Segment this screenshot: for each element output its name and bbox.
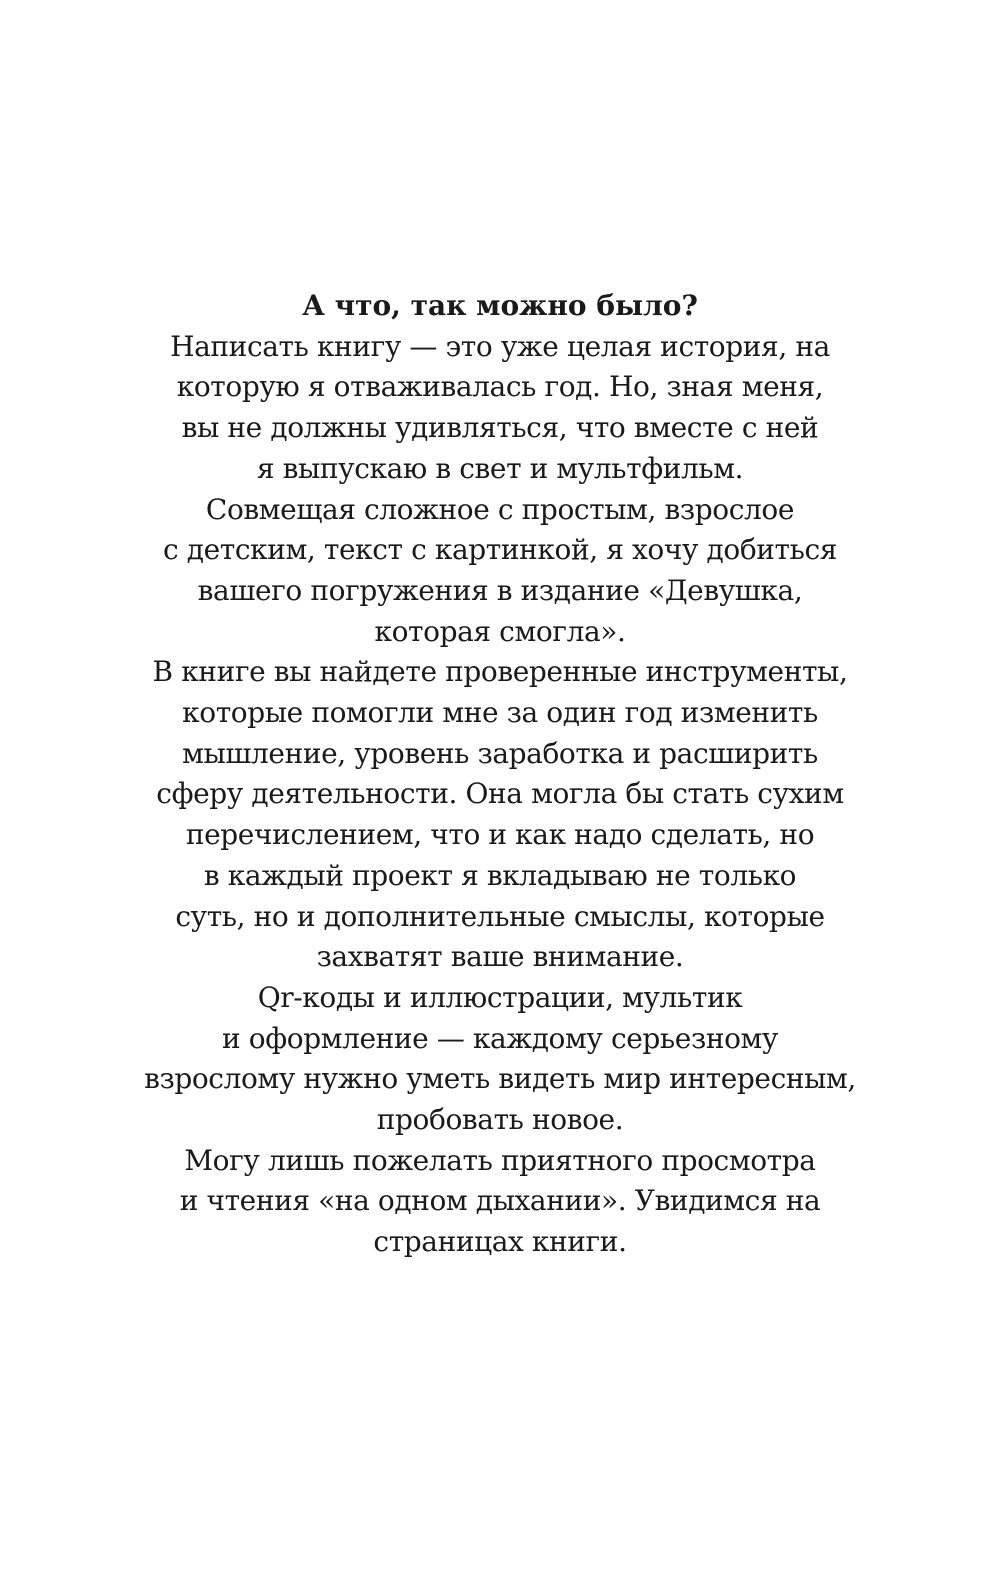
text-line: Написать книгу — это уже целая история, на [170,329,830,363]
text-line: я выпускаю в свет и мультфильм. [256,451,744,485]
text-line: Qr-коды и иллюстрации, мультик [257,980,743,1014]
text-line: мышление, уровень заработка и расширить [182,736,818,770]
text-line: вы не должны удивляться, что вместе с ней [181,411,819,445]
text-line: вашего погружения в издание «Девушка, [197,573,803,607]
text-line: в каждый проект я вкладываю не только [203,858,797,892]
text-line: пробовать новое. [376,1103,624,1137]
text-line: захватят ваше внимание. [316,940,684,974]
text-line: которую я отваживалась год. Но, зная меня, [176,370,824,404]
text-line: которые помогли мне за один год изменить [182,696,818,730]
page-heading: А что, так можно было? [302,289,698,322]
text-line: суть, но и дополнительные смыслы, которые [175,899,825,933]
text-line: страницах книги. [373,1225,627,1259]
text-line: сферу деятельности. Она могла бы стать сухим [156,777,844,811]
text-line: и чтения «на одном дыхании». Увидимся на [179,1184,821,1218]
text-line: перечислением, что и как надо сделать, но [185,818,815,852]
text-line: и оформление — каждому серьезному [222,1021,778,1055]
text-line: которая смогла». [374,614,626,648]
text-line: В книге вы найдете проверенные инструменты, [152,655,848,689]
text-line: Совмещая сложное с простым, взрослое [205,492,795,526]
text-line: с детским, текст с картинкой, я хочу добиться [162,533,838,567]
text-line: Могу лишь пожелать приятного просмотра [184,1143,816,1177]
text-line: взрослому нужно уметь видеть мир интересным, [144,1062,856,1096]
page-text [100,286,900,1263]
